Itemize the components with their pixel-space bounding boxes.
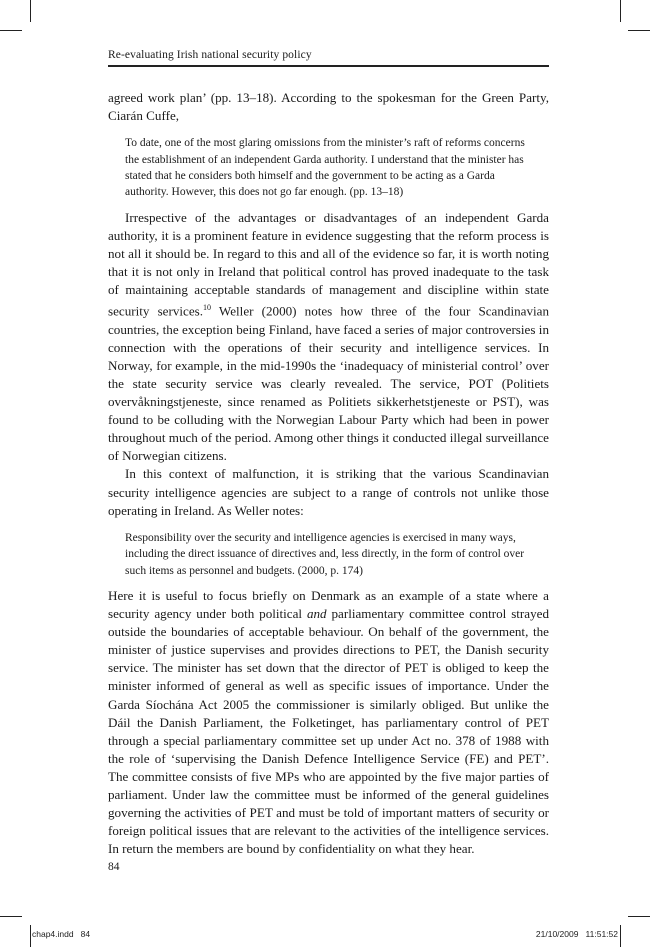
block-quote: Responsibility over the security and intelligence agencies is exercised in many ways, including the direct issuance of directives and, less directly, in the form of control over such items as personnel and budgets. (2000, p. 174) bbox=[125, 531, 525, 577]
block-quote: To date, one of the most glaring omissions from the minister’s raft of reforms concerns the establishment of an independent Garda authority. I understand that the minister has stated that he considers both himself and the government to be acting as a Garda authority. However, this does not go far enough. (pp. 13–18) bbox=[125, 137, 525, 199]
paragraph-text: Irrespective of the advantages or disadvantages of an independent Garda authority, it is a prominent feature in evidence suggesting that the reform process is not all it should be. In regard to this and all of the evidence so far, it is worth noting that it is not only in Ireland that political control has proved inadequate to the task of maintaining acceptable standards of management and discipline within state security services. bbox=[108, 209, 549, 319]
page-number: 84 bbox=[108, 861, 120, 873]
paragraph: agreed work plan’ (pp. 13–18). According to the spokesman for the Green Party, Ciarán Cuffe, bbox=[108, 90, 549, 124]
paragraph: In this context of malfunction, it is striking that the various Scandinavian security intelligence agencies are subject to a range of controls not unlike those operating in Ireland. As Weller notes: bbox=[108, 466, 549, 518]
paragraph-text: Here it is useful to focus briefly on Denmark as an example of a state where a security agency under both political bbox=[108, 587, 549, 622]
paragraph bbox=[108, 209, 549, 466]
crop-mark bbox=[628, 30, 650, 31]
paragraph-text: parliamentary committee control strayed outside the boundaries of acceptable behaviour. On behalf of the government, the minister of justice supervises and provides directions to PET, the Danish security service. The minister has set down that the director of PET is obliged to keep the minister informed of general as well as specific issues of importance. Under the Garda Síochána Act 2005 the commissioner is similarly obliged. But unlike the Dáil the Danish Parliament, the Folketinget, has parliamentary control of PET through a special parliamentary committee set up under Act no. 378 of 1988 with the role of ‘supervising the Danish Defence Intelligence Service (FE) and PET’. The committee consists of five MPs who are appointed by the five major parties of parliament. Under law the committee must be informed of the general guidelines governing the activities of PET and must be told of important matters of security or foreign political issues that are relevant to the activities of the intelligence services. In return the members are bound by confidentiality on what they hear. bbox=[108, 606, 550, 857]
emphasis: and bbox=[306, 606, 327, 622]
paragraph-text: Weller (2000) notes how three of the four Scandinavian countries, the exception being Finland, have faced a series of major controversies in connection with the operations of their security and intelligence services. In Norway, for example, in the mid-1990s the ‘inadequacy of ministerial control’ over the state security service was clearly revealed. The service, POT (Politiets overvåkningstjeneste, since renamed as Politiets sikkerhetstjeneste or PST), was found to be colluding with the Norwegian Labour Party which had been in power throughout much of the period. Among other things it conducted illegal surveillance of Norwegian citizens. bbox=[108, 303, 549, 464]
crop-mark bbox=[0, 30, 22, 31]
crop-mark bbox=[620, 0, 621, 22]
slug-file: chap4.indd 84 bbox=[32, 929, 91, 939]
footnote-ref: 10 bbox=[203, 303, 212, 313]
crop-mark bbox=[628, 916, 650, 917]
running-head: Re-evaluating Irish national security policy bbox=[108, 49, 312, 61]
crop-mark bbox=[0, 916, 22, 917]
crop-mark bbox=[30, 0, 31, 22]
slug-timestamp: 21/10/2009 11:51:52 bbox=[535, 929, 618, 939]
header-rule bbox=[108, 65, 549, 67]
crop-mark bbox=[30, 925, 31, 947]
body-text bbox=[108, 89, 549, 858]
paragraph bbox=[108, 587, 549, 858]
crop-mark bbox=[620, 925, 621, 947]
